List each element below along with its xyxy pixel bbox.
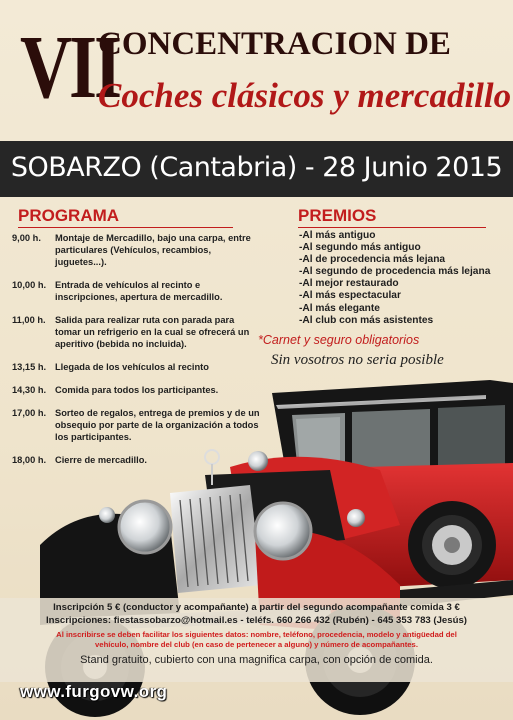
program-text: Entrada de vehículos al recinto e inscripciones, apertura de mercadillo. xyxy=(55,280,223,302)
program-time: 18,00 h. xyxy=(12,455,47,465)
prize-item: -Al más elegante xyxy=(299,302,380,314)
prize-item: -Al de procedencia más lejana xyxy=(299,254,446,266)
program-time: 14,30 h. xyxy=(12,385,47,395)
prize-item: -Al segundo más antiguo xyxy=(299,242,421,254)
premios-heading: PREMIOS xyxy=(298,206,486,228)
program-item xyxy=(10,232,260,268)
prize-item: -Al más espectacular xyxy=(299,290,401,302)
program-text: Cierre de mercadillo. xyxy=(55,455,147,465)
prize-item: -Al mejor restaurado xyxy=(299,278,399,290)
program-item xyxy=(10,361,260,373)
location-date-text: SOBARZO (Cantabria) - 28 Junio 2015 xyxy=(10,152,503,183)
prize-item: -Al club con más asistentes xyxy=(299,314,434,326)
program-text: Montaje de Mercadillo, bajo una carpa, entre particulares (Vehículos, recambios, juguetes...). xyxy=(55,233,251,267)
requirements-line: vehículo, nombre del club (en caso de pertenecer a alguno) y número de acompañantes. xyxy=(95,640,418,649)
programa-heading: PROGRAMA xyxy=(18,206,233,228)
program-time: 17,00 h. xyxy=(12,408,47,418)
prize-item: -Al segundo de procedencia más lejana xyxy=(299,266,491,278)
program-text: Salida para realizar ruta con parada para tomar un refrigerio en la cual se ofrecerá un aperitivo (bebida no incluida). xyxy=(55,315,250,349)
program-text: Llegada de los vehículos al recinto xyxy=(55,362,209,372)
title-line-1: CONCENTRACION DE xyxy=(98,26,451,62)
location-date-banner xyxy=(0,141,513,197)
stand-note: Stand gratuito, cubierto con una magnifica carpa, con opción de comida. xyxy=(80,654,433,666)
program-text: Comida para todos los participantes. xyxy=(55,385,219,395)
license-note: *Carnet y seguro obligatorios xyxy=(258,333,420,347)
program-item xyxy=(10,279,260,303)
program-item xyxy=(10,314,260,350)
registration-requirements xyxy=(0,630,513,650)
website-watermark: www.furgovw.org xyxy=(20,682,168,701)
title-line-2: Coches clásicos y mercadillo xyxy=(98,76,512,115)
program-time: 13,15 h. xyxy=(12,362,47,372)
requirements-line: Al inscribirse se deben facilitar los siguientes datos: nombre, teléfono, procedencia, modelo y antigüedad del xyxy=(56,630,457,639)
edition-numeral: VII xyxy=(20,17,120,117)
motto-text: Sin vosotros no seria posible xyxy=(271,352,444,368)
program-time: 9,00 h. xyxy=(12,233,41,243)
registration-contact: Inscripciones: fiestassobarzo@hotmail.es - teléfs. 660 266 432 (Rubén) - 645 353 783 (Jesús) xyxy=(46,615,467,626)
program-time: 10,00 h. xyxy=(12,280,47,290)
prize-item: -Al más antiguo xyxy=(299,230,376,241)
program-text: Sorteo de regalos, entrega de premios y de un obsequio por parte de la organización a todos los participantes. xyxy=(55,408,260,442)
registration-price: Inscripción 5 € (conductor y acompañante) a partir del segundo acompañante comida 3 € xyxy=(53,602,460,613)
prizes-list xyxy=(299,230,509,327)
program-time: 11,00 h. xyxy=(12,315,46,325)
